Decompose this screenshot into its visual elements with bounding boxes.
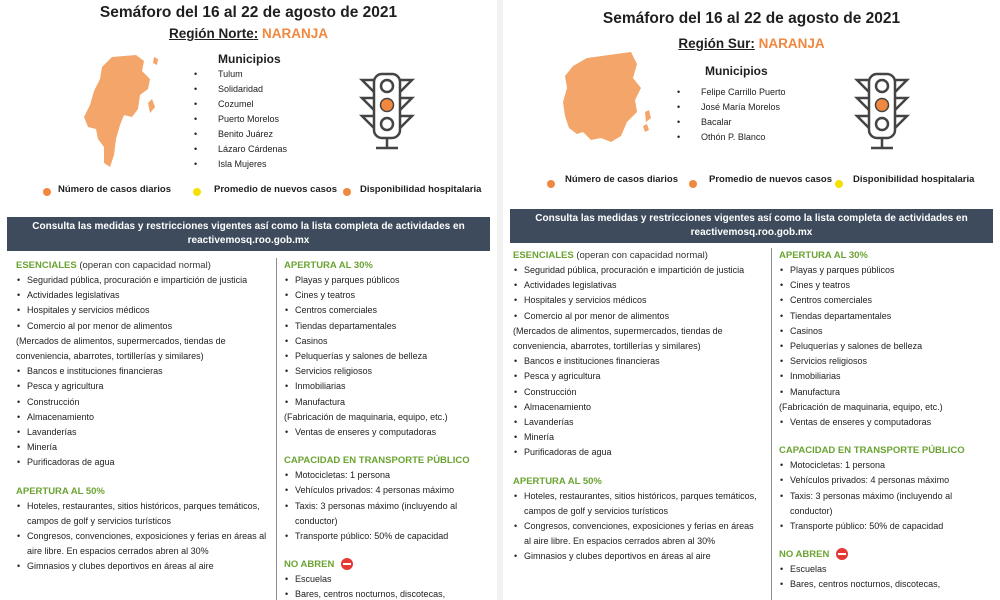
apertura-50-list bbox=[513, 489, 763, 565]
list-item: • Peluquerías y salones de belleza bbox=[284, 349, 492, 364]
indicator-dot-casos bbox=[43, 188, 51, 196]
indicator-dot-promedio bbox=[193, 188, 201, 196]
list-item: • Congresos, convenciones, exposiciones y ferias en áreas al aire libre. En espacios cerrados abren al 30% bbox=[16, 529, 268, 559]
list-item: • Escuelas bbox=[779, 562, 995, 577]
section-apertura-50-title: APERTURA AL 50% bbox=[513, 475, 602, 487]
indicator-dot-casos bbox=[547, 180, 555, 188]
region-heading: Región Norte: NARANJA bbox=[168, 26, 329, 41]
list-item: • Pesca y agricultura bbox=[513, 369, 763, 384]
section-transporte-title: CAPACIDAD EN TRANSPORTE PÚBLICO bbox=[284, 455, 470, 467]
column-left bbox=[513, 248, 763, 600]
column-left bbox=[16, 258, 268, 600]
column-divider bbox=[771, 248, 772, 600]
list-item: • Inmobiliarias bbox=[779, 369, 995, 384]
indicator-disponibilidad: Disponibilidad hospitalaria bbox=[360, 184, 482, 195]
region-name: Región Norte bbox=[168, 26, 254, 41]
list-item: • Hoteles, restaurantes, sitios históricos, parques temáticos, campos de golf y servicios turísticos bbox=[16, 499, 268, 529]
list-item: • Construcción bbox=[513, 385, 763, 400]
section-esenciales-title: ESENCIALES (operan con capacidad normal) bbox=[16, 260, 211, 271]
list-item: • Comercio al por menor de alimentos bbox=[513, 309, 763, 324]
esenciales-list bbox=[16, 273, 268, 334]
list-item: • Motocicletas: 1 persona bbox=[284, 468, 492, 483]
apertura-30-note: (Fabricación de maquinaria, equipo, etc.) bbox=[779, 401, 943, 412]
column-right bbox=[284, 258, 492, 600]
no-abren-list bbox=[779, 562, 995, 592]
indicator-dot-disponibilidad bbox=[343, 188, 351, 196]
indicator-dot-disponibilidad bbox=[835, 180, 843, 188]
list-item: • Hospitales y servicios médicos bbox=[16, 303, 268, 318]
list-item: • Actividades legislativas bbox=[513, 278, 763, 293]
list-item: • Construcción bbox=[16, 395, 268, 410]
list-item: • Transporte público: 50% de capacidad bbox=[779, 519, 995, 534]
list-item: • Purificadoras de agua bbox=[16, 455, 268, 470]
list-item: • Centros comerciales bbox=[779, 293, 995, 308]
municipio-item: • Isla Mujeres bbox=[192, 157, 287, 172]
list-item: • Vehículos privados: 4 personas máximo bbox=[284, 483, 492, 498]
list-item: • Minería bbox=[513, 430, 763, 445]
section-apertura-30-title: APERTURA AL 30% bbox=[779, 250, 868, 261]
list-item: • Congresos, convenciones, exposiciones y ferias en áreas al aire libre. En espacios cerrados abren al 30% bbox=[513, 519, 763, 549]
municipio-item: • Puerto Morelos bbox=[192, 112, 287, 127]
list-item: • Gimnasios y clubes deportivos en áreas al aire bbox=[16, 559, 268, 574]
list-item: • Escuelas bbox=[284, 572, 492, 587]
region-heading: Región Sur: NARANJA bbox=[678, 36, 825, 51]
list-item: • Gimnasios y clubes deportivos en áreas al aire bbox=[513, 549, 763, 564]
apertura-50-list bbox=[16, 499, 268, 575]
list-item: • Bares, centros nocturnos, discotecas, bbox=[284, 587, 492, 600]
esenciales-list bbox=[513, 263, 763, 324]
content-columns bbox=[503, 248, 1000, 600]
info-banner: Consulta las medidas y restricciones vigentes así como la lista completa de actividades en reactivemosq.roo.gob.mx bbox=[7, 217, 490, 251]
list-item: • Inmobiliarias bbox=[284, 379, 492, 394]
panel-region-norte bbox=[0, 0, 497, 600]
semaforo-title: Semáforo del 16 al 22 de agosto de 2021 bbox=[602, 10, 901, 27]
list-item: • Manufactura bbox=[284, 395, 492, 410]
info-banner: Consulta las medidas y restricciones vigentes así como la lista completa de actividades en reactivemosq.roo.gob.mx bbox=[510, 209, 993, 243]
municipio-item: • José María Morelos bbox=[675, 100, 786, 115]
list-item: • Comercio al por menor de alimentos bbox=[16, 319, 268, 334]
list-item: • Seguridad pública, procuración e impartición de justicia bbox=[513, 263, 763, 278]
list-item: • Manufactura bbox=[779, 385, 995, 400]
list-item: • Vehículos privados: 4 personas máximo bbox=[779, 473, 995, 488]
list-item: • Taxis: 3 personas máximo (incluyendo al conductor) bbox=[284, 499, 492, 529]
indicator-disponibilidad: Disponibilidad hospitalaria bbox=[853, 174, 975, 185]
municipios-list bbox=[192, 67, 287, 172]
municipio-item: • Othón P. Blanco bbox=[675, 130, 786, 145]
list-item: • Peluquerías y salones de belleza bbox=[779, 339, 995, 354]
list-item: • Actividades legislativas bbox=[16, 288, 268, 303]
apertura-30-list bbox=[284, 273, 492, 410]
list-item: • Bares, centros nocturnos, discotecas, bbox=[779, 577, 995, 592]
traffic-light-icon bbox=[853, 72, 911, 150]
no-abren-list bbox=[284, 572, 492, 600]
municipio-item: • Benito Juárez bbox=[192, 127, 287, 142]
indicator-casos-diarios: Número de casos diarios bbox=[565, 174, 678, 185]
municipio-item: • Lázaro Cárdenas bbox=[192, 142, 287, 157]
section-transporte-title: CAPACIDAD EN TRANSPORTE PÚBLICO bbox=[779, 445, 965, 457]
column-right bbox=[779, 248, 995, 600]
list-item: • Servicios religiosos bbox=[284, 364, 492, 379]
esenciales-list-2 bbox=[513, 354, 763, 460]
municipio-item: • Felipe Carrillo Puerto bbox=[675, 85, 786, 100]
list-item: • Purificadoras de agua bbox=[513, 445, 763, 460]
section-no-abren-title: NO ABREN bbox=[779, 547, 995, 562]
list-item: • Almacenamiento bbox=[16, 410, 268, 425]
section-esenciales-title: ESENCIALES (operan con capacidad normal) bbox=[513, 250, 708, 261]
indicator-dot-promedio bbox=[689, 180, 697, 188]
municipio-item: • Cozumel bbox=[192, 97, 287, 112]
transporte-list bbox=[284, 468, 492, 544]
list-item: • Playas y parques públicos bbox=[779, 263, 995, 278]
esenciales-note: (Mercados de alimentos, supermercados, tiendas de conveniencia, abarrotes, tortillerías y similares) bbox=[16, 335, 226, 362]
section-apertura-30-title: APERTURA AL 30% bbox=[284, 260, 373, 271]
list-item: • Bancos e instituciones financieras bbox=[513, 354, 763, 369]
region-map-icon bbox=[561, 52, 657, 144]
apertura-30-list-2 bbox=[284, 425, 492, 440]
list-item: • Lavanderías bbox=[16, 425, 268, 440]
list-item: • Tiendas departamentales bbox=[284, 319, 492, 334]
indicator-promedio: Promedio de nuevos casos bbox=[214, 184, 338, 195]
no-entry-icon bbox=[341, 558, 353, 570]
municipios-title: Municipios bbox=[705, 64, 768, 78]
list-item: • Ventas de enseres y computadoras bbox=[284, 425, 492, 440]
section-no-abren-title: NO ABREN bbox=[284, 557, 492, 572]
transporte-list bbox=[779, 458, 995, 534]
municipios-list bbox=[675, 85, 786, 145]
list-item: • Seguridad pública, procuración e impartición de justicia bbox=[16, 273, 268, 288]
list-item: • Minería bbox=[16, 440, 268, 455]
traffic-light-icon bbox=[358, 72, 416, 150]
municipio-item: • Bacalar bbox=[675, 115, 786, 130]
municipios-title: Municipios bbox=[218, 52, 281, 66]
list-item: • Casinos bbox=[779, 324, 995, 339]
region-color: NARANJA bbox=[262, 26, 329, 41]
column-divider bbox=[276, 258, 277, 600]
content-columns bbox=[0, 258, 497, 600]
list-item: • Pesca y agricultura bbox=[16, 379, 268, 394]
list-item: • Casinos bbox=[284, 334, 492, 349]
apertura-30-list-2 bbox=[779, 415, 995, 430]
list-item: • Servicios religiosos bbox=[779, 354, 995, 369]
region-name: Región Sur bbox=[678, 36, 751, 51]
municipio-item: • Solidaridad bbox=[192, 82, 287, 97]
list-item: • Transporte público: 50% de capacidad bbox=[284, 529, 492, 544]
list-item: • Lavanderías bbox=[513, 415, 763, 430]
apertura-30-note: (Fabricación de maquinaria, equipo, etc.) bbox=[284, 411, 448, 422]
list-item: • Bancos e instituciones financieras bbox=[16, 364, 268, 379]
indicator-casos-diarios: Número de casos diarios bbox=[58, 184, 171, 195]
list-item: • Cines y teatros bbox=[284, 288, 492, 303]
list-item: • Hoteles, restaurantes, sitios históricos, parques temáticos, campos de golf y servicios turísticos bbox=[513, 489, 763, 519]
esenciales-note: (Mercados de alimentos, supermercados, tiendas de conveniencia, abarrotes, tortillerías y similares) bbox=[513, 325, 723, 352]
apertura-30-list bbox=[779, 263, 995, 400]
list-item: • Tiendas departamentales bbox=[779, 309, 995, 324]
list-item: • Motocicletas: 1 persona bbox=[779, 458, 995, 473]
list-item: • Cines y teatros bbox=[779, 278, 995, 293]
list-item: • Taxis: 3 personas máximo (incluyendo al conductor) bbox=[779, 489, 995, 519]
municipio-item: • Tulum bbox=[192, 67, 287, 82]
section-apertura-50-title: APERTURA AL 50% bbox=[16, 485, 105, 497]
semaforo-title: Semáforo del 16 al 22 de agosto de 2021 bbox=[99, 4, 398, 21]
list-item: • Playas y parques públicos bbox=[284, 273, 492, 288]
esenciales-list-2 bbox=[16, 364, 268, 470]
indicator-promedio: Promedio de nuevos casos bbox=[709, 174, 833, 185]
no-entry-icon bbox=[836, 548, 848, 560]
panel-region-sur bbox=[503, 0, 1000, 600]
region-color: NARANJA bbox=[758, 36, 825, 51]
list-item: • Ventas de enseres y computadoras bbox=[779, 415, 995, 430]
region-map-icon bbox=[84, 55, 166, 170]
list-item: • Centros comerciales bbox=[284, 303, 492, 318]
list-item: • Hospitales y servicios médicos bbox=[513, 293, 763, 308]
list-item: • Almacenamiento bbox=[513, 400, 763, 415]
